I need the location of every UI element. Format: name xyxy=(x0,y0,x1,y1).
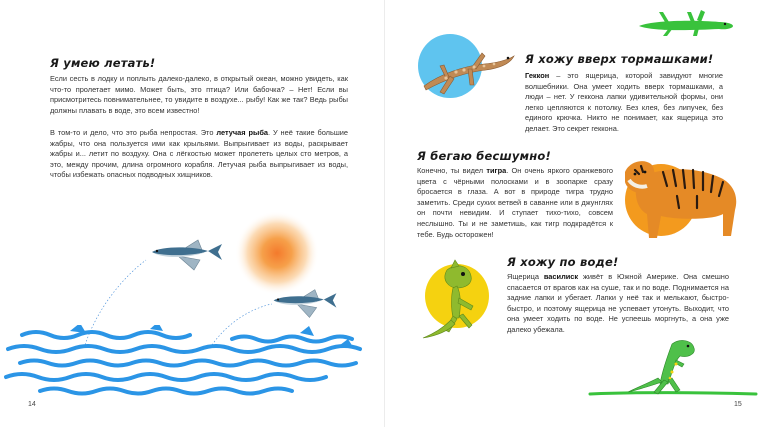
basilisk-term: василиск xyxy=(543,272,579,281)
basilisk-paragraph xyxy=(507,272,729,336)
text-span: Ящерица xyxy=(507,272,544,281)
text-span: В том-то и дело, что это рыба непростая. Это xyxy=(50,128,217,137)
page-number-right: 15 xyxy=(734,401,742,408)
text-span: Конечно, ты видел xyxy=(417,166,487,175)
text-span: – это ящерица, которой завидуют многие волшебники. Она умеет ходить вверх тормашками, а люди – нет. У геккона лапки удивительной формы, они легко цепляются к потолку. Без клея, без липучек, без единого крючка. Никто не понимает, как ящерица это делает. Это секрет геккона. xyxy=(525,71,723,133)
basilisk-illustration xyxy=(417,254,497,342)
tiger-paragraph xyxy=(417,166,613,240)
running-lizard-illustration xyxy=(580,334,760,400)
green-lizard-illustration xyxy=(635,8,735,36)
right-page xyxy=(385,0,770,427)
text-span: . Он очень яркого оранжевого цвета с чёрными полосками и в зоопарке сразу бросается в глаза. А вот в природе тигра трудно заметить. Среди сухих ветвей в саванне или в джунглях он почти невидим. И ступает тихо-тихо, совсем неслышно. Ты и не заметишь, как тигр подкрадётся к тебе. Будь осторожен! xyxy=(417,166,614,239)
text-span: живёт в Южной Америке. Она смешно спасается от врагов как на суше, так и по воде. Поднимается на задние лапки и убегает. Лапки у неё так и мелькают, быстро-быстро, и поэтому ящерица не успевает утонуть. Выходит, что она умеет ходить по воде. Не успеешь моргнуть, а она уже далеко убежала. xyxy=(507,272,729,334)
flying-fish-paragraph-1: Если сесть в лодку и поплыть далеко-далеко, в открытый океан, можно увидеть, как что-то пролетает мимо. Может быть, это птица? Или бабочка? – Нет! Если вы присмотритесь повнимательнее, то увидите в воздухе... рыбу! Как же так? Ведь рыбы должны плавать в воде, это всем известно! xyxy=(50,74,348,115)
tiger-illustration xyxy=(617,140,745,250)
flying-fish-heading: Я умею летать! xyxy=(50,56,156,70)
tiger-term: тигра xyxy=(486,166,507,175)
tiger-heading: Я бегаю бесшумно! xyxy=(417,149,551,163)
sea-waves-illustration xyxy=(0,325,385,405)
flying-fish-term: летучая рыба xyxy=(216,128,268,137)
gecko-term: Геккон xyxy=(525,71,550,80)
gecko-illustration xyxy=(410,30,520,110)
basilisk-heading: Я хожу по воде! xyxy=(507,255,619,269)
gecko-heading: Я хожу вверх тормашками! xyxy=(525,52,714,66)
page-number-left: 14 xyxy=(28,401,36,408)
gecko-paragraph xyxy=(525,71,723,135)
text-span: . У неё такие большие жабры, что она пользуется ими как крыльями. Выпрыгивает из воды, раскрывает жабры и... летит по воздуху. Она с лёгкостью может пролететь целых сто метров, а это, между прочим, длина огромного корабля. Летучая рыба выпрыгивает из воды, чтобы избежать опасных подводных хищников. xyxy=(50,128,349,180)
